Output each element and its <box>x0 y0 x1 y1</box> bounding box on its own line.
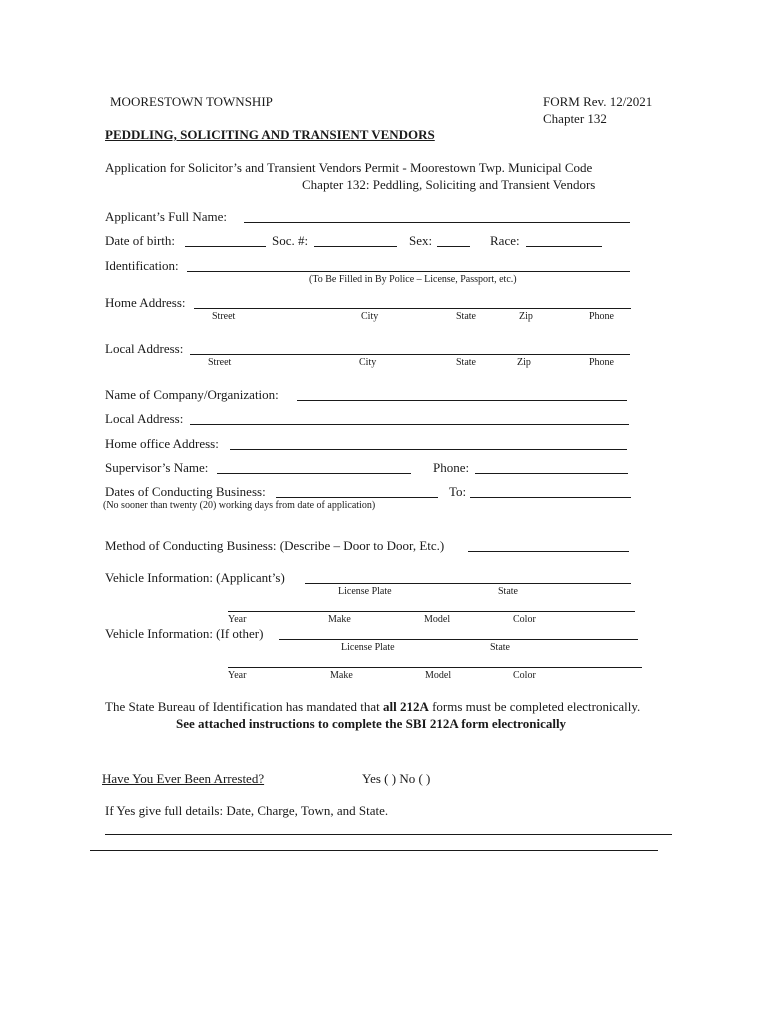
vehicle-applicant-details-field[interactable] <box>228 597 635 612</box>
arrest-details-field-1[interactable] <box>105 820 672 835</box>
home-city-sublabel: City <box>361 311 379 322</box>
identification-label: Identification: <box>105 258 179 273</box>
home-zip-sublabel: Zip <box>519 311 533 322</box>
vehicle-other-plate-field[interactable] <box>279 625 638 640</box>
vehicle-applicant-state-sublabel: State <box>498 586 518 597</box>
dates-label: Dates of Conducting Business: <box>105 484 266 499</box>
home-office-field[interactable] <box>230 435 627 450</box>
vehicle-other-label: Vehicle Information: (If other) <box>105 626 264 641</box>
form-title: PEDDLING, SOLICITING AND TRANSIENT VENDORS <box>105 127 435 142</box>
full-name-label: Applicant’s Full Name: <box>105 209 228 224</box>
home-address-field[interactable] <box>194 294 631 309</box>
home-office-label: Home office Address: <box>105 436 219 451</box>
local-address-field[interactable] <box>190 340 630 355</box>
sbi-notice-post: forms must be completed electronically. <box>428 699 641 714</box>
arrest-question: Have You Ever Been Arrested? <box>102 771 265 786</box>
vehicle-applicant-model-sublabel: Model <box>424 614 451 625</box>
intro-line-1: Application for Solicitor’s and Transient Vendors Permit - Moorestown Twp. Municipal Code <box>105 160 593 175</box>
vehicle-applicant-color-sublabel: Color <box>513 614 536 625</box>
sex-field[interactable] <box>437 232 470 247</box>
supervisor-phone-field[interactable] <box>475 459 628 474</box>
full-name-field[interactable] <box>244 208 630 223</box>
vehicle-other-details-field[interactable] <box>228 653 642 668</box>
sex-label: Sex: <box>409 233 433 248</box>
dates-from-field[interactable] <box>276 483 438 498</box>
sbi-notice-pre: The State Bureau of Identification has mandated that <box>105 699 383 714</box>
soc-field[interactable] <box>314 232 397 247</box>
vehicle-other-year-sublabel: Year <box>228 670 247 681</box>
method-label: Method of Conducting Business: (Describe – Door to Door, Etc.) <box>105 538 445 553</box>
vehicle-applicant-label: Vehicle Information: (Applicant’s) <box>105 570 285 585</box>
arrest-details-label: If Yes give full details: Date, Charge, Town, and State. <box>105 803 389 818</box>
race-field[interactable] <box>526 232 602 247</box>
vehicle-applicant-plate-field[interactable] <box>305 569 631 584</box>
form-revision: FORM Rev. 12/2021 <box>543 94 653 109</box>
local-phone-sublabel: Phone <box>589 357 614 368</box>
local-zip-sublabel: Zip <box>517 357 531 368</box>
dob-label: Date of birth: <box>105 233 176 248</box>
local-address-label: Local Address: <box>105 341 184 356</box>
dates-note: (No sooner than twenty (20) working days from date of application) <box>103 500 376 511</box>
local-state-sublabel: State <box>456 357 476 368</box>
vehicle-other-make-sublabel: Make <box>330 670 353 681</box>
intro-line-2: Chapter 132: Peddling, Soliciting and Transient Vendors <box>302 177 596 192</box>
sbi-notice <box>105 699 640 715</box>
vehicle-applicant-plate-sublabel: License Plate <box>338 586 392 597</box>
supervisor-phone-label: Phone: <box>433 460 470 475</box>
vehicle-other-model-sublabel: Model <box>425 670 452 681</box>
identification-field[interactable] <box>187 257 630 272</box>
home-address-label: Home Address: <box>105 295 186 310</box>
local-address-2-field[interactable] <box>190 410 629 425</box>
local-city-sublabel: City <box>359 357 377 368</box>
company-field[interactable] <box>297 386 627 401</box>
chapter-label: Chapter 132 <box>543 111 607 126</box>
soc-label: Soc. #: <box>272 233 309 248</box>
vehicle-other-state-sublabel: State <box>490 642 510 653</box>
local-address-2-label: Local Address: <box>105 411 184 426</box>
home-street-sublabel: Street <box>212 311 236 322</box>
arrest-options[interactable]: Yes ( ) No ( ) <box>362 771 431 786</box>
arrest-details-field-2[interactable] <box>90 836 658 851</box>
home-phone-sublabel: Phone <box>589 311 614 322</box>
vehicle-applicant-make-sublabel: Make <box>328 614 351 625</box>
sbi-notice-bold: all 212A <box>382 699 429 714</box>
vehicle-other-color-sublabel: Color <box>513 670 536 681</box>
dates-to-field[interactable] <box>470 483 631 498</box>
sbi-instructions: See attached instructions to complete the SBI 212A form electronically <box>176 716 567 731</box>
home-state-sublabel: State <box>456 311 476 322</box>
local-street-sublabel: Street <box>208 357 232 368</box>
dates-to-label: To: <box>449 484 467 499</box>
township-name: MOORESTOWN TOWNSHIP <box>110 94 273 109</box>
supervisor-label: Supervisor’s Name: <box>105 460 209 475</box>
race-label: Race: <box>490 233 520 248</box>
company-label: Name of Company/Organization: <box>105 387 279 402</box>
supervisor-field[interactable] <box>217 459 411 474</box>
vehicle-applicant-year-sublabel: Year <box>228 614 247 625</box>
dob-field[interactable] <box>185 232 266 247</box>
identification-note: (To Be Filled in By Police – License, Passport, etc.) <box>309 274 517 285</box>
vehicle-other-plate-sublabel: License Plate <box>341 642 395 653</box>
method-field[interactable] <box>468 537 629 552</box>
